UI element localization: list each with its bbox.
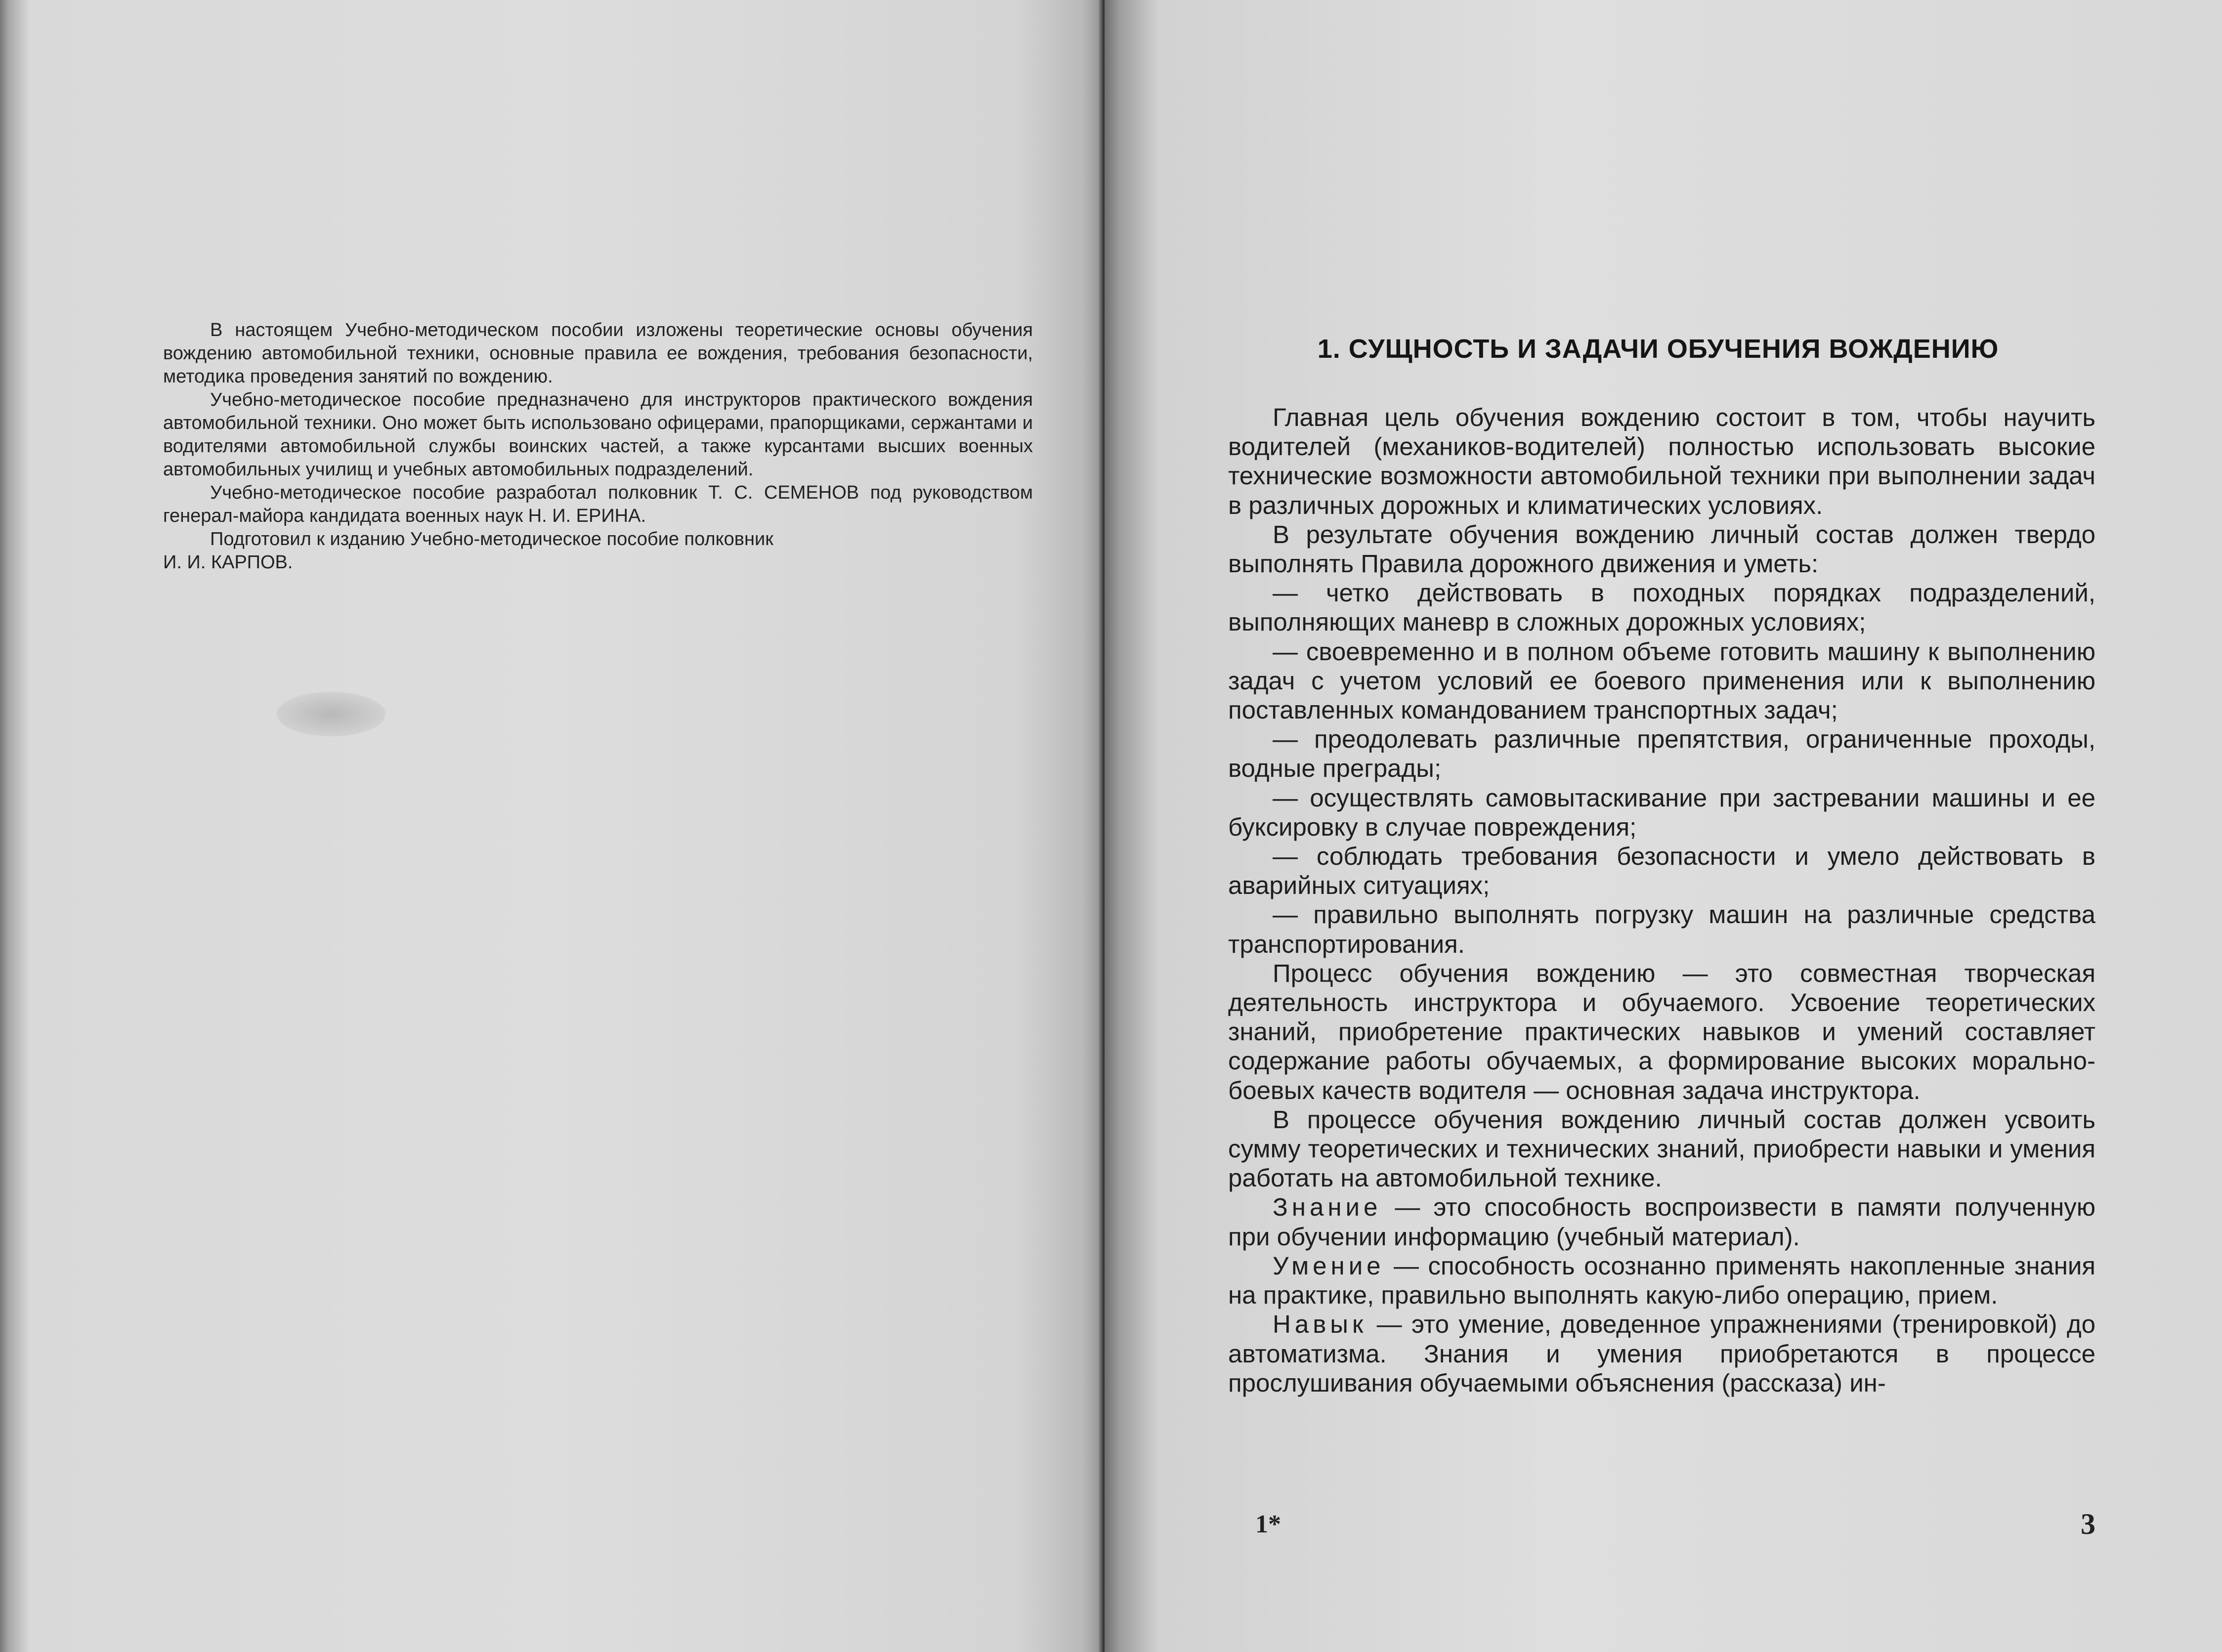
list-item: — соблюдать требования безопасности и умело действовать в аварийных ситуациях;: [1228, 842, 2095, 900]
definition-paragraph: [1228, 1251, 2095, 1310]
definition-text: — способность осознанно применять накопленные знания на практике, правильно выполнять какую-либо операцию, прием.: [1228, 1251, 2095, 1310]
definition-paragraph: [1228, 1310, 2095, 1398]
definition-text: — это умение, доведенное упражнениями (тренировкой) до автоматизма. Знания и умения приобретаются в процессе прослушивания обучаемыми объяснения (рассказа) ин-: [1228, 1310, 2095, 1397]
paper-stain: [277, 692, 385, 736]
list-item: — своевременно и в полном объеме готовить машину к выполнению задач с учетом условий ее боевого применения или к выполнению поставленных командованием транспортных задач;: [1228, 637, 2095, 724]
list-item: — преодолевать различные препятствия, ограниченные проходы, водные преграды;: [1228, 725, 2095, 783]
body-paragraph: В результате обучения вождению личный состав должен твердо выполнять Правила дорожного движения и уметь:: [1228, 520, 2095, 578]
body-paragraph: Процесс обучения вождению — это совместная творческая деятельность инструктора и обучаемого. Усвоение теоретических знаний, приобретение практических навыков и умений составляет содержание работы обучаемых, а формирование высоких морально-боевых качеств водителя — основная задача инструктора.: [1228, 959, 2095, 1104]
signature-mark: 1*: [1255, 1510, 1281, 1538]
body-paragraph: В процессе обучения вождению личный состав должен усвоить сумму теоретических и технических знаний, приобрести навыки и умения работать на автомобильной технике.: [1228, 1105, 2095, 1192]
chapter-title: 1. СУЩНОСТЬ И ЗАДАЧИ ОБУЧЕНИЯ ВОЖДЕНИЮ: [1317, 334, 1999, 364]
list-item: — осуществлять самовытаскивание при застревании машины и ее буксировку в случае повреждения;: [1228, 783, 2095, 841]
list-item: — правильно выполнять погрузку машин на различные средства транспортирования.: [1228, 900, 2095, 958]
annotation-paragraph: Учебно-методическое пособие предназначено для инструкторов практического вождения автомобильной техники. Оно может быть использовано офицерами, прапорщиками, сержантами и водителями автомобильной службы воинских частей, а также курсантами высших военных автомобильных училищ и учебных автомобильных подразделений.: [163, 389, 1033, 480]
body-paragraph: Главная цель обучения вождению состоит в том, чтобы научить водителей (механиков-водителей) полностью использовать высокие технические возможности автомобильной техники при выполнении задач в различных дорожных и климатических условиях.: [1228, 403, 2095, 519]
annotation-block: [163, 319, 1033, 574]
annotation-paragraph: Учебно-методическое пособие разработал полковник Т. С. СЕМЕНОВ под руководством генерал-майора кандидата военных наук Н. И. ЕРИНА.: [163, 482, 1033, 526]
term-skill: Умение: [1273, 1251, 1385, 1280]
definition-text: — это способность воспроизвести в памяти полученную при обучении информацию (учебный материал).: [1228, 1193, 2095, 1251]
term-habit: Навык: [1273, 1310, 1367, 1339]
term-knowledge: Знание: [1273, 1193, 1382, 1222]
page-number: 3: [2081, 1508, 2095, 1540]
chapter-body: [1228, 403, 2095, 1398]
list-item: — четко действовать в походных порядках подразделений, выполняющих маневр в сложных дорожных условиях;: [1228, 579, 2095, 636]
definition-paragraph: [1228, 1192, 2095, 1251]
annotation-author: И. И. КАРПОВ.: [163, 552, 293, 573]
left-page: [0, 0, 1105, 1652]
annotation-paragraph: В настоящем Учебно-методическом пособии изложены теоретические основы обучения вождению автомобильной техники, основные правила ее вождения, требования безопасности, методика проведения занятий по вождению.: [163, 320, 1033, 387]
annotation-paragraph: Подготовил к изданию Учебно-методическое пособие полковник: [210, 529, 773, 550]
